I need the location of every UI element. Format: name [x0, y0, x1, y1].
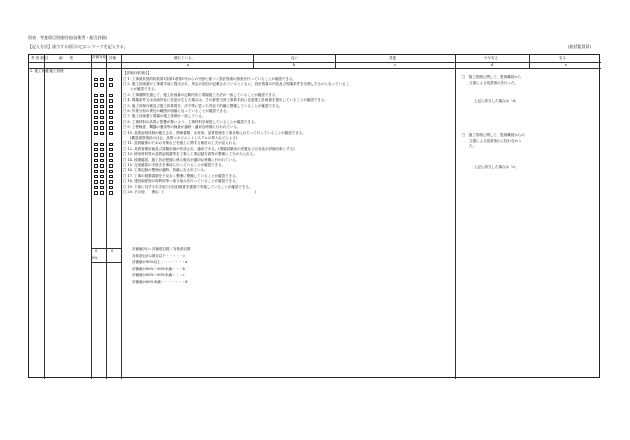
target-checkbox[interactable] — [94, 148, 98, 152]
col-rule — [106, 55, 107, 379]
criteria-item: □ 2. 施工計画書が工事着手前に提出され、所定の項目が記載されているとともに、設計図書の内容及び現場条件を反映したものとなっているこ — [123, 81, 350, 86]
target-checkbox[interactable] — [100, 153, 104, 157]
col-rule — [253, 55, 254, 68]
col-rule — [91, 55, 92, 379]
col-rule — [121, 55, 122, 379]
target-checkbox[interactable] — [100, 148, 104, 152]
criteria-item: □ 16. 工事記録の整理が適時、的確になされている。 — [123, 168, 208, 173]
rating-line: 評価値が90%以上・・・・・・・a — [132, 260, 188, 264]
target-checkbox[interactable] — [100, 143, 104, 147]
rating-checkbox[interactable] — [109, 170, 113, 174]
rating-line: 評価値が60%～80%未満・・・c — [132, 273, 185, 277]
criteria-item: □ 10. 品質証明体制が確立され、関係書類、出来形、品質管理を工事全般にわたって行っていることが確認できる。 — [123, 130, 306, 135]
rating-checkbox[interactable] — [109, 153, 113, 157]
remark-line: 文書による改善指示を行った。 — [462, 80, 518, 85]
rating-checkbox[interactable] — [109, 110, 113, 114]
target-checkbox[interactable] — [100, 99, 104, 103]
criteria-item: □ 18. 建設副産物の再利用等へ取り組みを行っていることが確認できる。 — [123, 179, 240, 184]
rating-checkbox[interactable] — [109, 186, 113, 190]
target-checkbox[interactable] — [94, 153, 98, 157]
remark-note: 上記に該当した場合は「d」 — [474, 99, 519, 103]
header-rating: 評価 — [109, 56, 116, 60]
target-checkbox[interactable] — [100, 116, 104, 120]
target-checkbox[interactable] — [100, 126, 104, 130]
rating-checkbox[interactable] — [109, 94, 113, 98]
grade-e: e — [565, 62, 568, 67]
header-subitem: 細 別 — [59, 56, 73, 60]
remark-note: 上記に該当した場合は「e」 — [474, 165, 519, 169]
header-good: 良い — [291, 56, 298, 60]
target-checkbox[interactable] — [94, 180, 98, 184]
criteria-item: □ 4. 現場条件又は計画内容に変更が生じた場合は、その都度当該工事着手前に変更施工計画書を提出していることが確認できる。 — [123, 98, 328, 103]
target-checkbox[interactable] — [100, 191, 104, 195]
rating-checkbox[interactable] — [109, 143, 113, 147]
remark-line: た。 — [462, 144, 476, 148]
document-title: 別表 考査項目別運用表(技術者・総合評価) — [28, 35, 108, 40]
target-checkbox[interactable] — [100, 132, 104, 136]
rating-count-rule: 対象項目が2項目以下・・・・・c — [132, 253, 186, 258]
rating-checkbox[interactable] — [109, 99, 113, 103]
subheader-rule — [29, 68, 601, 69]
grade-b: b — [293, 62, 296, 67]
header-excellent: 優れている。 — [174, 56, 195, 60]
criteria-item: □ 19. 下請に対する引き取り(完成)検査を書面で実施していることが確認できる。 — [123, 184, 253, 189]
target-checkbox[interactable] — [94, 110, 98, 114]
rating-checkbox[interactable] — [109, 180, 113, 184]
target-checkbox[interactable] — [94, 143, 98, 147]
target-checkbox[interactable] — [100, 186, 104, 190]
target-checkbox[interactable] — [100, 175, 104, 179]
col-rule — [529, 55, 530, 68]
criteria-item: □ 5. 施工体制台帳及び施工体系図を、法令等に従った内容で的確に整備していることが確認できる。 — [123, 103, 283, 108]
rating-checkbox[interactable] — [109, 164, 113, 168]
target-checkbox[interactable] — [100, 83, 104, 87]
grade-a: a — [187, 62, 190, 67]
rating-checkbox[interactable] — [109, 78, 113, 82]
col-rule — [335, 55, 336, 68]
grade-c: c — [394, 62, 396, 67]
rating-checkbox[interactable] — [109, 132, 113, 136]
target-checkbox[interactable] — [94, 132, 98, 136]
rating-checkbox[interactable] — [109, 105, 113, 109]
target-checkbox[interactable] — [100, 121, 104, 125]
rating-line: 評価値が60%未満・・・・・・・d — [132, 279, 188, 284]
target-checkbox[interactable] — [100, 110, 104, 114]
target-checkbox[interactable] — [94, 78, 98, 82]
rating-formula: 評価値(%)＝評価項目数／対象項目数 — [132, 247, 191, 251]
section-label: 【評価対象項目】 — [123, 71, 151, 75]
criteria-item: (構造規則指針の社会、品質マネジメントシステムの導入などによる) — [123, 135, 238, 140]
item-label: 2. 施工状況 — [30, 68, 49, 73]
target-checkbox[interactable] — [94, 186, 98, 190]
criteria-item: □ 11. 品質確保のための対策などを施工に関する検討の工夫が見られる。 — [123, 141, 240, 146]
rating-checkbox[interactable] — [109, 121, 113, 125]
rating-checkbox[interactable] — [109, 116, 113, 120]
criteria-item: □ 15. 完成確認の手続きを事前に行っていることが確認できる。 — [123, 162, 226, 167]
criteria-item: □ 7. 施工計画書と現場の施工体制が一致している。 — [123, 114, 206, 119]
total-target: 0 — [95, 249, 98, 253]
target-checkbox[interactable] — [94, 99, 98, 103]
rating-checkbox[interactable] — [109, 83, 113, 87]
target-checkbox[interactable] — [100, 170, 104, 174]
corner-label: (総括監督員) — [568, 44, 592, 49]
evaluation-table — [28, 54, 600, 378]
grade-d: d — [491, 62, 494, 67]
header-rule — [29, 62, 601, 63]
target-checkbox[interactable] — [100, 180, 104, 184]
rating-checkbox[interactable] — [109, 191, 113, 195]
header-target: 評価対象 — [92, 54, 106, 59]
criteria-item: □ 17. 工事の段階書類を不足なく整理に整備していることが確認できる。 — [123, 173, 240, 178]
col-rule — [44, 55, 45, 379]
target-checkbox[interactable] — [100, 159, 104, 163]
rating-checkbox[interactable] — [109, 148, 113, 152]
header-item: 考 査 項 目 — [31, 56, 49, 60]
header-poor: 劣る — [559, 56, 566, 60]
target-checkbox[interactable] — [94, 94, 98, 98]
total-rated: 0 — [111, 249, 114, 253]
criteria-item: とが確認できる。 — [123, 87, 158, 92]
remark-line: 文書による改善指示に従わなかっ — [462, 138, 522, 143]
remark-line: □ 施工管理に関して、監督職員から — [462, 75, 522, 79]
rating-line: 評価値が80%～90%未満・・・b — [132, 266, 185, 271]
target-checkbox[interactable] — [94, 164, 98, 168]
col-rule — [455, 55, 456, 379]
criteria-item: □ 20. その他 理由：( ) — [123, 189, 256, 194]
header-normal: 普通 — [389, 56, 396, 60]
criteria-item: □ 3. 工事期間を通じて、施工計画書の記載内容と現場施工方法が一致していることが確認できる。 — [123, 92, 279, 97]
criteria-item: □ 8. 工事材料の品質に影響が無いよう、工事材料を保管していることが確認できる。 — [123, 119, 258, 124]
target-checkbox[interactable] — [94, 126, 98, 130]
target-checkbox[interactable] — [94, 116, 98, 120]
target-checkbox[interactable] — [94, 105, 98, 109]
target-checkbox[interactable] — [100, 164, 104, 168]
rating-checkbox[interactable] — [109, 175, 113, 179]
subitem-label: ①施工管理 — [46, 68, 64, 73]
percent-value: 0% — [92, 255, 98, 260]
rating-checkbox[interactable] — [109, 159, 113, 163]
header-slightly-poor: やや劣る — [484, 56, 498, 60]
target-checkbox[interactable] — [94, 121, 98, 125]
criteria-item: □ 1. 工事請負契約約款第1条第1項第1号からの分野に基づく設計図書の照査を行っていることが確認できる。 — [123, 76, 297, 81]
instruction-text: 【記入方法】該当する項目の□にレマークを記入する。 — [28, 44, 128, 49]
criteria-item: □ 6. 作業分担の責任の範囲が明確になっていることが確認できる。 — [123, 108, 230, 113]
remark-line: □ 施工管理に関して、監督職員からの — [462, 133, 525, 137]
target-checkbox[interactable] — [94, 191, 98, 195]
criteria-item: □ 12. 品質管理計画及び試験計画が作成され、適切である。(現場試験室の設置などの対応が評価対象とする) — [123, 146, 295, 151]
criteria-item: □ 13. 使用材料等の品質証明書等を工事と工事記録写真等の整理に工夫がみられる。 — [123, 152, 257, 157]
target-checkbox[interactable] — [100, 105, 104, 109]
target-checkbox[interactable] — [100, 94, 104, 98]
target-checkbox[interactable] — [94, 175, 98, 179]
criteria-item: □ 14. 段階確認、施工状況把握に係る報告が適切な時期に行われている。 — [123, 157, 240, 162]
target-checkbox[interactable] — [100, 78, 104, 82]
target-checkbox[interactable] — [94, 159, 98, 163]
target-checkbox[interactable] — [94, 170, 98, 174]
criteria-item: □ 9. 工程検査、機器の運用等の検査が適時・適切な時期に行われている。 — [123, 125, 241, 130]
rating-checkbox[interactable] — [109, 126, 113, 130]
target-checkbox[interactable] — [94, 83, 98, 87]
